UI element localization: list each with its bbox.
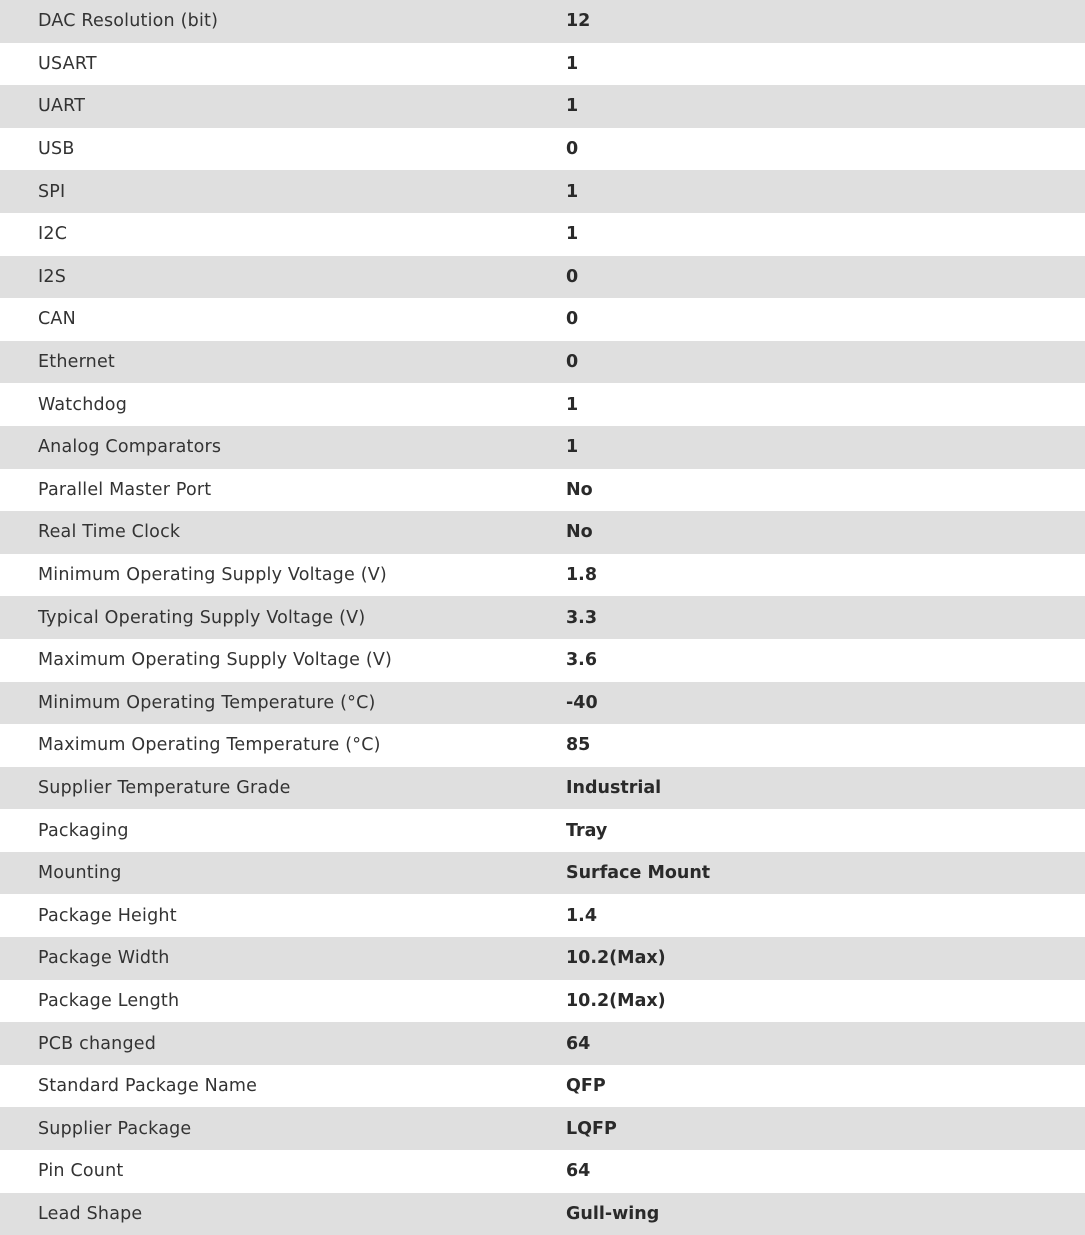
spec-value: 0 <box>566 128 1085 171</box>
spec-value: QFP <box>566 1065 1085 1108</box>
spec-row <box>0 852 1085 895</box>
spec-value: Gull-wing <box>566 1193 1085 1235</box>
spec-value: 1 <box>566 85 1085 128</box>
spec-row <box>0 596 1085 639</box>
spec-row <box>0 1150 1085 1193</box>
spec-label: USB <box>0 128 566 171</box>
spec-value: 0 <box>566 341 1085 384</box>
spec-value: Tray <box>566 809 1085 852</box>
spec-value: 1 <box>566 213 1085 256</box>
spec-value: 85 <box>566 724 1085 767</box>
spec-label: Maximum Operating Supply Voltage (V) <box>0 639 566 682</box>
spec-row <box>0 724 1085 767</box>
spec-row <box>0 170 1085 213</box>
spec-row <box>0 85 1085 128</box>
spec-label: Parallel Master Port <box>0 469 566 512</box>
spec-value: 1 <box>566 383 1085 426</box>
spec-row <box>0 341 1085 384</box>
spec-label: USART <box>0 43 566 86</box>
spec-row <box>0 767 1085 810</box>
spec-label: Minimum Operating Temperature (°C) <box>0 682 566 725</box>
spec-label: I2C <box>0 213 566 256</box>
spec-label: Package Height <box>0 894 566 937</box>
spec-label: Watchdog <box>0 383 566 426</box>
spec-row <box>0 1065 1085 1108</box>
spec-label: Package Width <box>0 937 566 980</box>
spec-row <box>0 894 1085 937</box>
spec-label: Supplier Package <box>0 1107 566 1150</box>
spec-label: Supplier Temperature Grade <box>0 767 566 810</box>
spec-row <box>0 1193 1085 1235</box>
spec-row <box>0 639 1085 682</box>
spec-value: 1 <box>566 43 1085 86</box>
spec-row <box>0 383 1085 426</box>
spec-row <box>0 809 1085 852</box>
spec-row <box>0 213 1085 256</box>
spec-label: I2S <box>0 256 566 299</box>
spec-row <box>0 426 1085 469</box>
spec-value: No <box>566 511 1085 554</box>
spec-label: Standard Package Name <box>0 1065 566 1108</box>
spec-label: Maximum Operating Temperature (°C) <box>0 724 566 767</box>
spec-value: -40 <box>566 682 1085 725</box>
spec-value: Industrial <box>566 767 1085 810</box>
spec-value: 0 <box>566 298 1085 341</box>
spec-label: PCB changed <box>0 1022 566 1065</box>
spec-value: 3.3 <box>566 596 1085 639</box>
spec-value: 10.2(Max) <box>566 937 1085 980</box>
spec-label: UART <box>0 85 566 128</box>
spec-value: 1 <box>566 170 1085 213</box>
spec-value: 10.2(Max) <box>566 980 1085 1023</box>
spec-row <box>0 43 1085 86</box>
spec-row <box>0 554 1085 597</box>
spec-row <box>0 1107 1085 1150</box>
spec-row <box>0 682 1085 725</box>
spec-row <box>0 980 1085 1023</box>
spec-value: 12 <box>566 0 1085 43</box>
spec-value: 64 <box>566 1150 1085 1193</box>
spec-value: Surface Mount <box>566 852 1085 895</box>
spec-label: Package Length <box>0 980 566 1023</box>
spec-label: Ethernet <box>0 341 566 384</box>
spec-row <box>0 511 1085 554</box>
spec-label: Lead Shape <box>0 1193 566 1235</box>
spec-row <box>0 469 1085 512</box>
spec-value: 64 <box>566 1022 1085 1065</box>
spec-value: 3.6 <box>566 639 1085 682</box>
spec-row <box>0 298 1085 341</box>
spec-value: 1.4 <box>566 894 1085 937</box>
spec-label: Analog Comparators <box>0 426 566 469</box>
spec-value: LQFP <box>566 1107 1085 1150</box>
spec-row <box>0 256 1085 299</box>
spec-label: CAN <box>0 298 566 341</box>
spec-label: Pin Count <box>0 1150 566 1193</box>
spec-label: Typical Operating Supply Voltage (V) <box>0 596 566 639</box>
spec-value: 1.8 <box>566 554 1085 597</box>
spec-label: SPI <box>0 170 566 213</box>
spec-value: 0 <box>566 256 1085 299</box>
spec-row <box>0 128 1085 171</box>
spec-row <box>0 0 1085 43</box>
spec-value: No <box>566 469 1085 512</box>
spec-value: 1 <box>566 426 1085 469</box>
spec-label: Minimum Operating Supply Voltage (V) <box>0 554 566 597</box>
spec-row <box>0 937 1085 980</box>
spec-label: Mounting <box>0 852 566 895</box>
spec-row <box>0 1022 1085 1065</box>
spec-label: Packaging <box>0 809 566 852</box>
spec-label: Real Time Clock <box>0 511 566 554</box>
spec-label: DAC Resolution (bit) <box>0 0 566 43</box>
